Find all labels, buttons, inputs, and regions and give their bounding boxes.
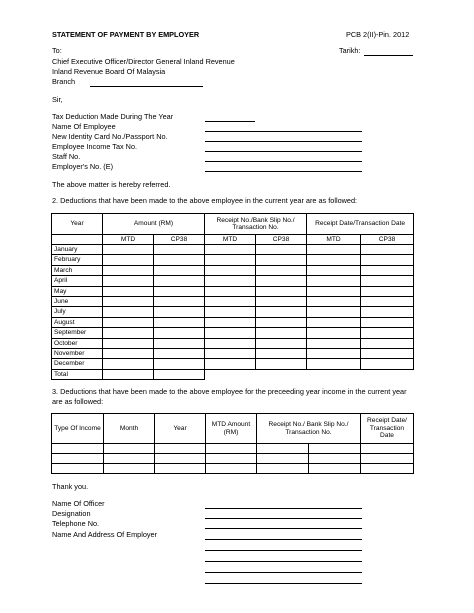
preceding-entry-cell[interactable] bbox=[155, 464, 206, 474]
preceding-year-deductions-table bbox=[51, 413, 414, 474]
month-label: October bbox=[52, 338, 103, 348]
month-entry-cell[interactable] bbox=[103, 245, 154, 255]
preceding-entry-cell[interactable] bbox=[52, 444, 104, 454]
section2-intro: 2. Deductions that have been made to the above employee in the current year are as followed: bbox=[52, 196, 358, 205]
month-entry-cell[interactable] bbox=[103, 276, 154, 286]
month-entry-cell[interactable] bbox=[256, 307, 307, 317]
month-entry-cell[interactable] bbox=[307, 348, 361, 358]
month-entry-cell[interactable] bbox=[103, 307, 154, 317]
month-entry-cell[interactable] bbox=[154, 328, 205, 338]
month-row bbox=[52, 338, 414, 348]
designation-line[interactable] bbox=[205, 518, 362, 519]
month-row bbox=[52, 276, 414, 286]
month-row bbox=[52, 307, 414, 317]
preceding-entry-cell[interactable] bbox=[309, 444, 361, 454]
month-label: August bbox=[52, 317, 103, 327]
field-employer-no-label: Employer's No. (E) bbox=[52, 162, 113, 171]
month-entry-cell[interactable] bbox=[205, 296, 256, 306]
header-mtd-amount: MTD Amount (RM) bbox=[206, 414, 257, 444]
officer-name-label: Name Of Officer bbox=[52, 499, 105, 508]
month-entry-cell[interactable] bbox=[307, 245, 361, 255]
month-entry-cell[interactable] bbox=[154, 296, 205, 306]
month-entry-cell[interactable] bbox=[307, 255, 361, 265]
header-amount-mtd: MTD bbox=[103, 235, 154, 245]
month-entry-cell[interactable] bbox=[361, 338, 414, 348]
month-entry-cell[interactable] bbox=[256, 328, 307, 338]
date-field-line[interactable] bbox=[364, 55, 413, 56]
month-label: December bbox=[52, 359, 103, 369]
thank-you: Thank you. bbox=[52, 482, 89, 491]
month-entry-cell[interactable] bbox=[154, 307, 205, 317]
month-entry-cell[interactable] bbox=[103, 265, 154, 275]
preceding-entry-cell[interactable] bbox=[361, 454, 414, 464]
telephone-label: Telephone No. bbox=[52, 519, 100, 528]
preceding-row bbox=[52, 454, 414, 464]
header-year: Year bbox=[52, 214, 103, 235]
preceding-entry-cell[interactable] bbox=[155, 454, 206, 464]
month-entry-cell[interactable] bbox=[154, 265, 205, 275]
month-entry-cell[interactable] bbox=[361, 286, 414, 296]
preceding-entry-cell[interactable] bbox=[361, 464, 414, 474]
header-receipt-mtd: MTD bbox=[205, 235, 256, 245]
preceding-entry-cell[interactable] bbox=[257, 464, 309, 474]
month-entry-cell[interactable] bbox=[154, 338, 205, 348]
month-entry-cell[interactable] bbox=[154, 348, 205, 358]
preceding-entry-cell[interactable] bbox=[104, 444, 155, 454]
preceding-entry-cell[interactable] bbox=[257, 454, 309, 464]
field-employee-name-label: Name Of Employee bbox=[52, 122, 116, 131]
header-receipt-no: Receipt No./ Bank Slip No./ Transaction No. bbox=[257, 414, 361, 444]
to-label: To: bbox=[52, 46, 62, 55]
header-type-of-income: Type Of Income bbox=[52, 414, 104, 444]
month-entry-cell[interactable] bbox=[103, 359, 154, 369]
month-entry-cell[interactable] bbox=[205, 255, 256, 265]
employer-address-label: Name And Address Of Employer bbox=[52, 530, 158, 539]
employer-address-line-3[interactable] bbox=[205, 561, 362, 562]
preceding-row bbox=[52, 464, 414, 474]
preceding-rows bbox=[52, 444, 414, 474]
month-entry-cell[interactable] bbox=[307, 276, 361, 286]
header-blank bbox=[52, 235, 103, 245]
month-entry-cell[interactable] bbox=[256, 338, 307, 348]
preceding-entry-cell[interactable] bbox=[104, 464, 155, 474]
month-entry-cell[interactable] bbox=[256, 348, 307, 358]
field-tax-deduction-label: Tax Deduction Made During The Year bbox=[52, 112, 174, 121]
field-employer-no-line[interactable] bbox=[205, 171, 362, 172]
header-amount-cp38: CP38 bbox=[154, 235, 205, 245]
month-row bbox=[52, 348, 414, 358]
telephone-line[interactable] bbox=[205, 528, 362, 529]
form-title: STATEMENT OF PAYMENT BY EMPLOYER bbox=[52, 30, 200, 39]
month-row bbox=[52, 328, 414, 338]
month-entry-cell[interactable] bbox=[307, 296, 361, 306]
month-entry-cell[interactable] bbox=[361, 317, 414, 327]
field-ic-passport-label: New Identity Card No./Passport No. bbox=[52, 132, 168, 141]
field-employee-name-line[interactable] bbox=[205, 131, 362, 132]
header-month: Month bbox=[104, 414, 155, 444]
month-entry-cell[interactable] bbox=[256, 265, 307, 275]
preceding-entry-cell[interactable] bbox=[309, 454, 361, 464]
addressee-line1: Chief Executive Officer/Director General Inland Revenue bbox=[52, 57, 235, 66]
preceding-entry-cell[interactable] bbox=[309, 464, 361, 474]
branch-field-line[interactable] bbox=[90, 86, 203, 87]
field-ic-passport-line[interactable] bbox=[205, 141, 362, 142]
designation-label: Designation bbox=[52, 509, 91, 518]
header-amount: Amount (RM) bbox=[103, 214, 205, 235]
total-mtd-cell[interactable] bbox=[103, 369, 154, 379]
field-tax-deduction-line[interactable] bbox=[205, 121, 255, 122]
month-entry-cell[interactable] bbox=[154, 286, 205, 296]
preceding-entry-cell[interactable] bbox=[155, 444, 206, 454]
preceding-entry-cell[interactable] bbox=[361, 444, 414, 454]
month-entry-cell[interactable] bbox=[154, 245, 205, 255]
employer-address-line-5[interactable] bbox=[205, 583, 362, 584]
month-entry-cell[interactable] bbox=[205, 317, 256, 327]
month-entry-cell[interactable] bbox=[256, 276, 307, 286]
month-entry-cell[interactable] bbox=[103, 286, 154, 296]
month-entry-cell[interactable] bbox=[256, 317, 307, 327]
month-row bbox=[52, 255, 414, 265]
month-entry-cell[interactable] bbox=[307, 328, 361, 338]
header-receipt-date: Receipt Date/Transaction Date bbox=[307, 214, 414, 235]
field-income-tax-no-label: Employee Income Tax No. bbox=[52, 142, 138, 151]
preceding-entry-cell[interactable] bbox=[52, 454, 104, 464]
header-date-mtd: MTD bbox=[307, 235, 361, 245]
month-entry-cell[interactable] bbox=[307, 307, 361, 317]
month-rows bbox=[52, 245, 414, 370]
month-entry-cell[interactable] bbox=[154, 359, 205, 369]
section3-intro-line1: 3. Deductions that have been made to the above employee for the preceeding year income in the current year bbox=[52, 387, 407, 396]
month-row bbox=[52, 296, 414, 306]
addressee-line2: Inland Revenue Board Of Malaysia bbox=[52, 67, 166, 76]
employer-address-line-4[interactable] bbox=[205, 572, 362, 573]
month-entry-cell[interactable] bbox=[205, 245, 256, 255]
header-date-cp38: CP38 bbox=[361, 235, 414, 245]
preceding-entry-cell[interactable] bbox=[52, 464, 104, 474]
date-label: Tarikh: bbox=[339, 46, 361, 55]
preceding-entry-cell[interactable] bbox=[206, 444, 257, 454]
month-entry-cell[interactable] bbox=[256, 255, 307, 265]
month-label: February bbox=[52, 255, 103, 265]
employer-address-line-1[interactable] bbox=[205, 539, 362, 540]
month-entry-cell[interactable] bbox=[361, 359, 414, 369]
month-entry-cell[interactable] bbox=[205, 265, 256, 275]
form-code: PCB 2(II)-Pin. 2012 bbox=[346, 30, 410, 39]
month-label: April bbox=[52, 276, 103, 286]
month-entry-cell[interactable] bbox=[256, 296, 307, 306]
month-label: September bbox=[52, 328, 103, 338]
field-income-tax-no-line[interactable] bbox=[205, 151, 362, 152]
total-cp38-cell[interactable] bbox=[154, 369, 205, 379]
month-entry-cell[interactable] bbox=[307, 317, 361, 327]
month-row bbox=[52, 286, 414, 296]
month-entry-cell[interactable] bbox=[361, 245, 414, 255]
month-entry-cell[interactable] bbox=[205, 359, 256, 369]
preceding-entry-cell[interactable] bbox=[257, 444, 309, 454]
month-entry-cell[interactable] bbox=[103, 296, 154, 306]
month-row bbox=[52, 317, 414, 327]
month-label: March bbox=[52, 265, 103, 275]
header-year: Year bbox=[155, 414, 206, 444]
field-staff-no-line[interactable] bbox=[205, 161, 362, 162]
month-entry-cell[interactable] bbox=[103, 255, 154, 265]
month-entry-cell[interactable] bbox=[361, 328, 414, 338]
employer-address-line-2[interactable] bbox=[205, 550, 362, 551]
month-entry-cell[interactable] bbox=[103, 338, 154, 348]
branch-label: Branch bbox=[52, 77, 76, 86]
month-entry-cell[interactable] bbox=[361, 307, 414, 317]
month-entry-cell[interactable] bbox=[307, 265, 361, 275]
preceding-row bbox=[52, 444, 414, 454]
header-receipt-cp38: CP38 bbox=[256, 235, 307, 245]
month-entry-cell[interactable] bbox=[361, 296, 414, 306]
preceding-entry-cell[interactable] bbox=[206, 454, 257, 464]
month-entry-cell[interactable] bbox=[103, 328, 154, 338]
officer-name-line[interactable] bbox=[205, 508, 362, 509]
month-row bbox=[52, 359, 414, 369]
month-row bbox=[52, 265, 414, 275]
month-label: May bbox=[52, 286, 103, 296]
month-entry-cell[interactable] bbox=[256, 245, 307, 255]
total-label: Total bbox=[52, 369, 103, 379]
month-entry-cell[interactable] bbox=[361, 348, 414, 358]
month-entry-cell[interactable] bbox=[205, 348, 256, 358]
month-label: June bbox=[52, 296, 103, 306]
month-entry-cell[interactable] bbox=[205, 307, 256, 317]
month-entry-cell[interactable] bbox=[103, 317, 154, 327]
salutation: Sir, bbox=[52, 95, 63, 104]
month-entry-cell[interactable] bbox=[103, 348, 154, 358]
month-entry-cell[interactable] bbox=[307, 338, 361, 348]
current-year-deductions-table bbox=[51, 213, 414, 380]
preceding-entry-cell[interactable] bbox=[104, 454, 155, 464]
field-staff-no-label: Staff No. bbox=[52, 152, 81, 161]
month-entry-cell[interactable] bbox=[256, 286, 307, 296]
header-receipt-date: Receipt Date/ Transaction Date bbox=[361, 414, 414, 444]
month-entry-cell[interactable] bbox=[361, 255, 414, 265]
month-label: November bbox=[52, 348, 103, 358]
month-entry-cell[interactable] bbox=[205, 328, 256, 338]
month-entry-cell[interactable] bbox=[205, 276, 256, 286]
month-entry-cell[interactable] bbox=[154, 317, 205, 327]
month-entry-cell[interactable] bbox=[205, 286, 256, 296]
month-entry-cell[interactable] bbox=[256, 359, 307, 369]
month-entry-cell[interactable] bbox=[307, 359, 361, 369]
month-entry-cell[interactable] bbox=[154, 255, 205, 265]
month-label: July bbox=[52, 307, 103, 317]
header-receipt-no: Receipt No./Bank Slip No./ Transaction No. bbox=[205, 214, 307, 235]
month-entry-cell[interactable] bbox=[307, 286, 361, 296]
preceding-entry-cell[interactable] bbox=[206, 464, 257, 474]
month-entry-cell[interactable] bbox=[154, 276, 205, 286]
section3-intro-line2: are as followed: bbox=[52, 397, 104, 406]
month-entry-cell[interactable] bbox=[361, 265, 414, 275]
month-label: January bbox=[52, 245, 103, 255]
month-entry-cell[interactable] bbox=[361, 276, 414, 286]
month-row bbox=[52, 245, 414, 255]
month-entry-cell[interactable] bbox=[205, 338, 256, 348]
referred-text: The above matter is hereby referred. bbox=[52, 180, 171, 189]
